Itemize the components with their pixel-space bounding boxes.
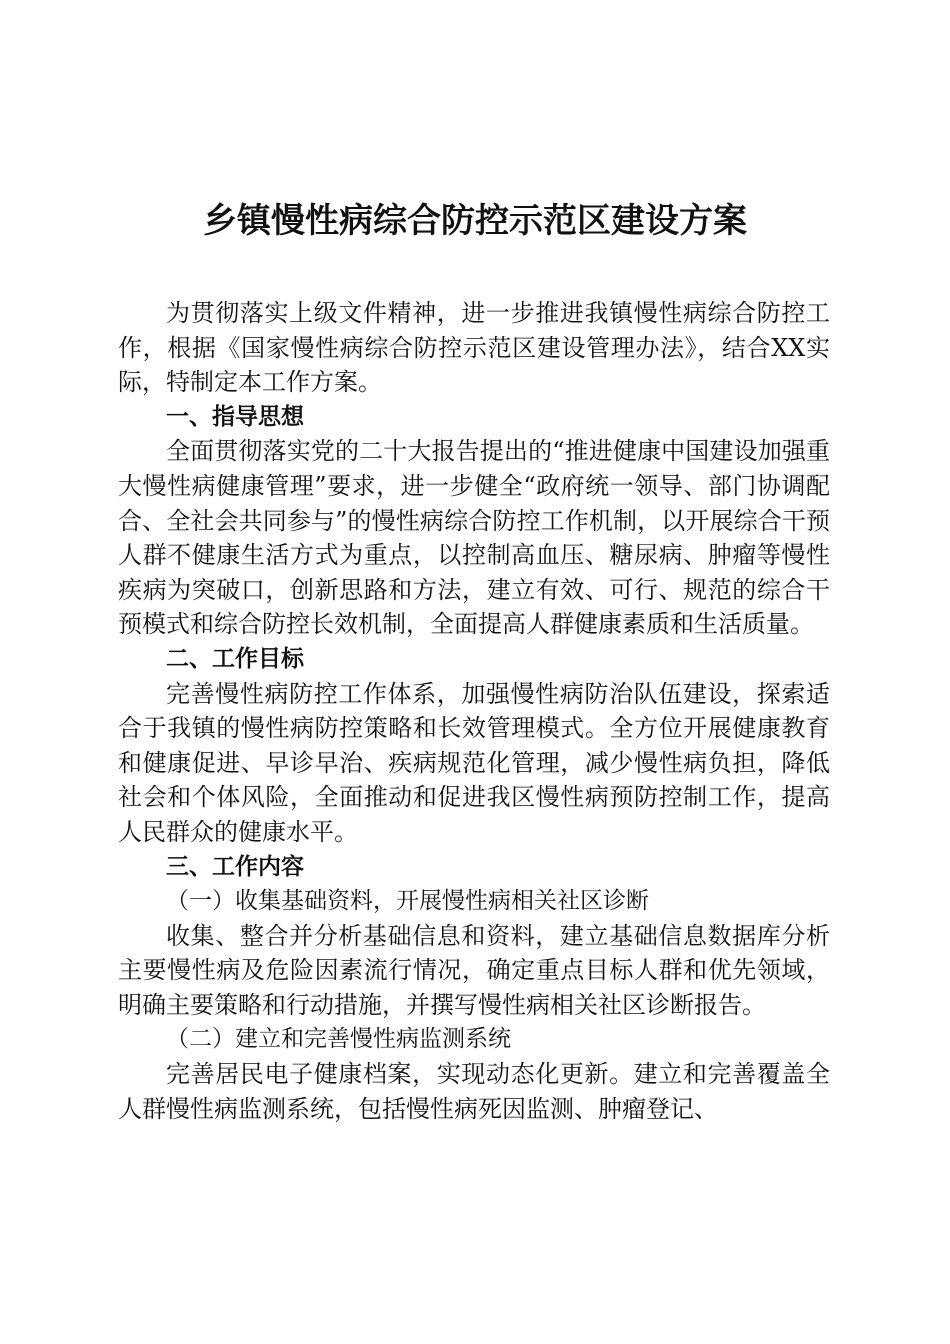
subsection-paragraph-monitoring-system: 完善居民电子健康档案，实现动态化更新。建立和完善覆盖全人群慢性病监测系统，包括慢性病死因监测、肿瘤登记、	[118, 1060, 830, 1123]
subsection-heading-monitoring-system: （二）建立和完善慢性病监测系统	[166, 1026, 511, 1053]
section-paragraph-work-goals: 完善慢性病防控工作体系，加强慢性病防治队伍建设，探索适合于我镇的慢性病防控策略和长效管理模式。全方位开展健康教育和健康促进、早诊早治、疾病规范化管理，减少慢性病负担，降低社会和个体风险，全面推动和促进我区慢性病预防控制工作，提高人民群众的健康水平。	[118, 679, 830, 846]
section-paragraph-guiding-ideology: 全面贯彻落实党的二十大报告提出的“推进健康中国建设加强重大慢性病健康管理”要求，进一步健全“政府统一领导、部门协调配合、全社会共同参与”的慢性病综合防控工作机制，以开展综合干预人群不健康生活方式为重点，以控制高血压、糖尿病、肿瘤等慢性疾病为突破口，创新思路和方法，建立有效、可行、规范的综合干预模式和综合防控长效机制，全面提高人群健康素质和生活质量。	[118, 437, 830, 639]
section-heading-work-content: 三、工作内容	[166, 853, 304, 880]
document-title: 乡镇慢性病综合防控示范区建设方案	[203, 201, 747, 241]
section-heading-guiding-ideology: 一、指导思想	[166, 403, 304, 430]
intro-paragraph: 为贯彻落实上级文件精神，进一步推进我镇慢性病综合防控工作，根据《国家慢性病综合防控示范区建设管理办法》，结合XX实际，特制定本工作方案。	[118, 299, 830, 397]
document-body	[118, 296, 830, 1126]
subsection-paragraph-collect-data: 收集、整合并分析基础信息和资料，建立基础信息数据库分析主要慢性病及危险因素流行情况，确定重点目标人群和优先领域，明确主要策略和行动措施，并撰写慢性病相关社区诊断报告。	[118, 921, 830, 1019]
subsection-heading-collect-data: （一）收集基础资料，开展慢性病相关社区诊断	[166, 888, 649, 915]
section-heading-work-goals: 二、工作目标	[166, 645, 304, 672]
